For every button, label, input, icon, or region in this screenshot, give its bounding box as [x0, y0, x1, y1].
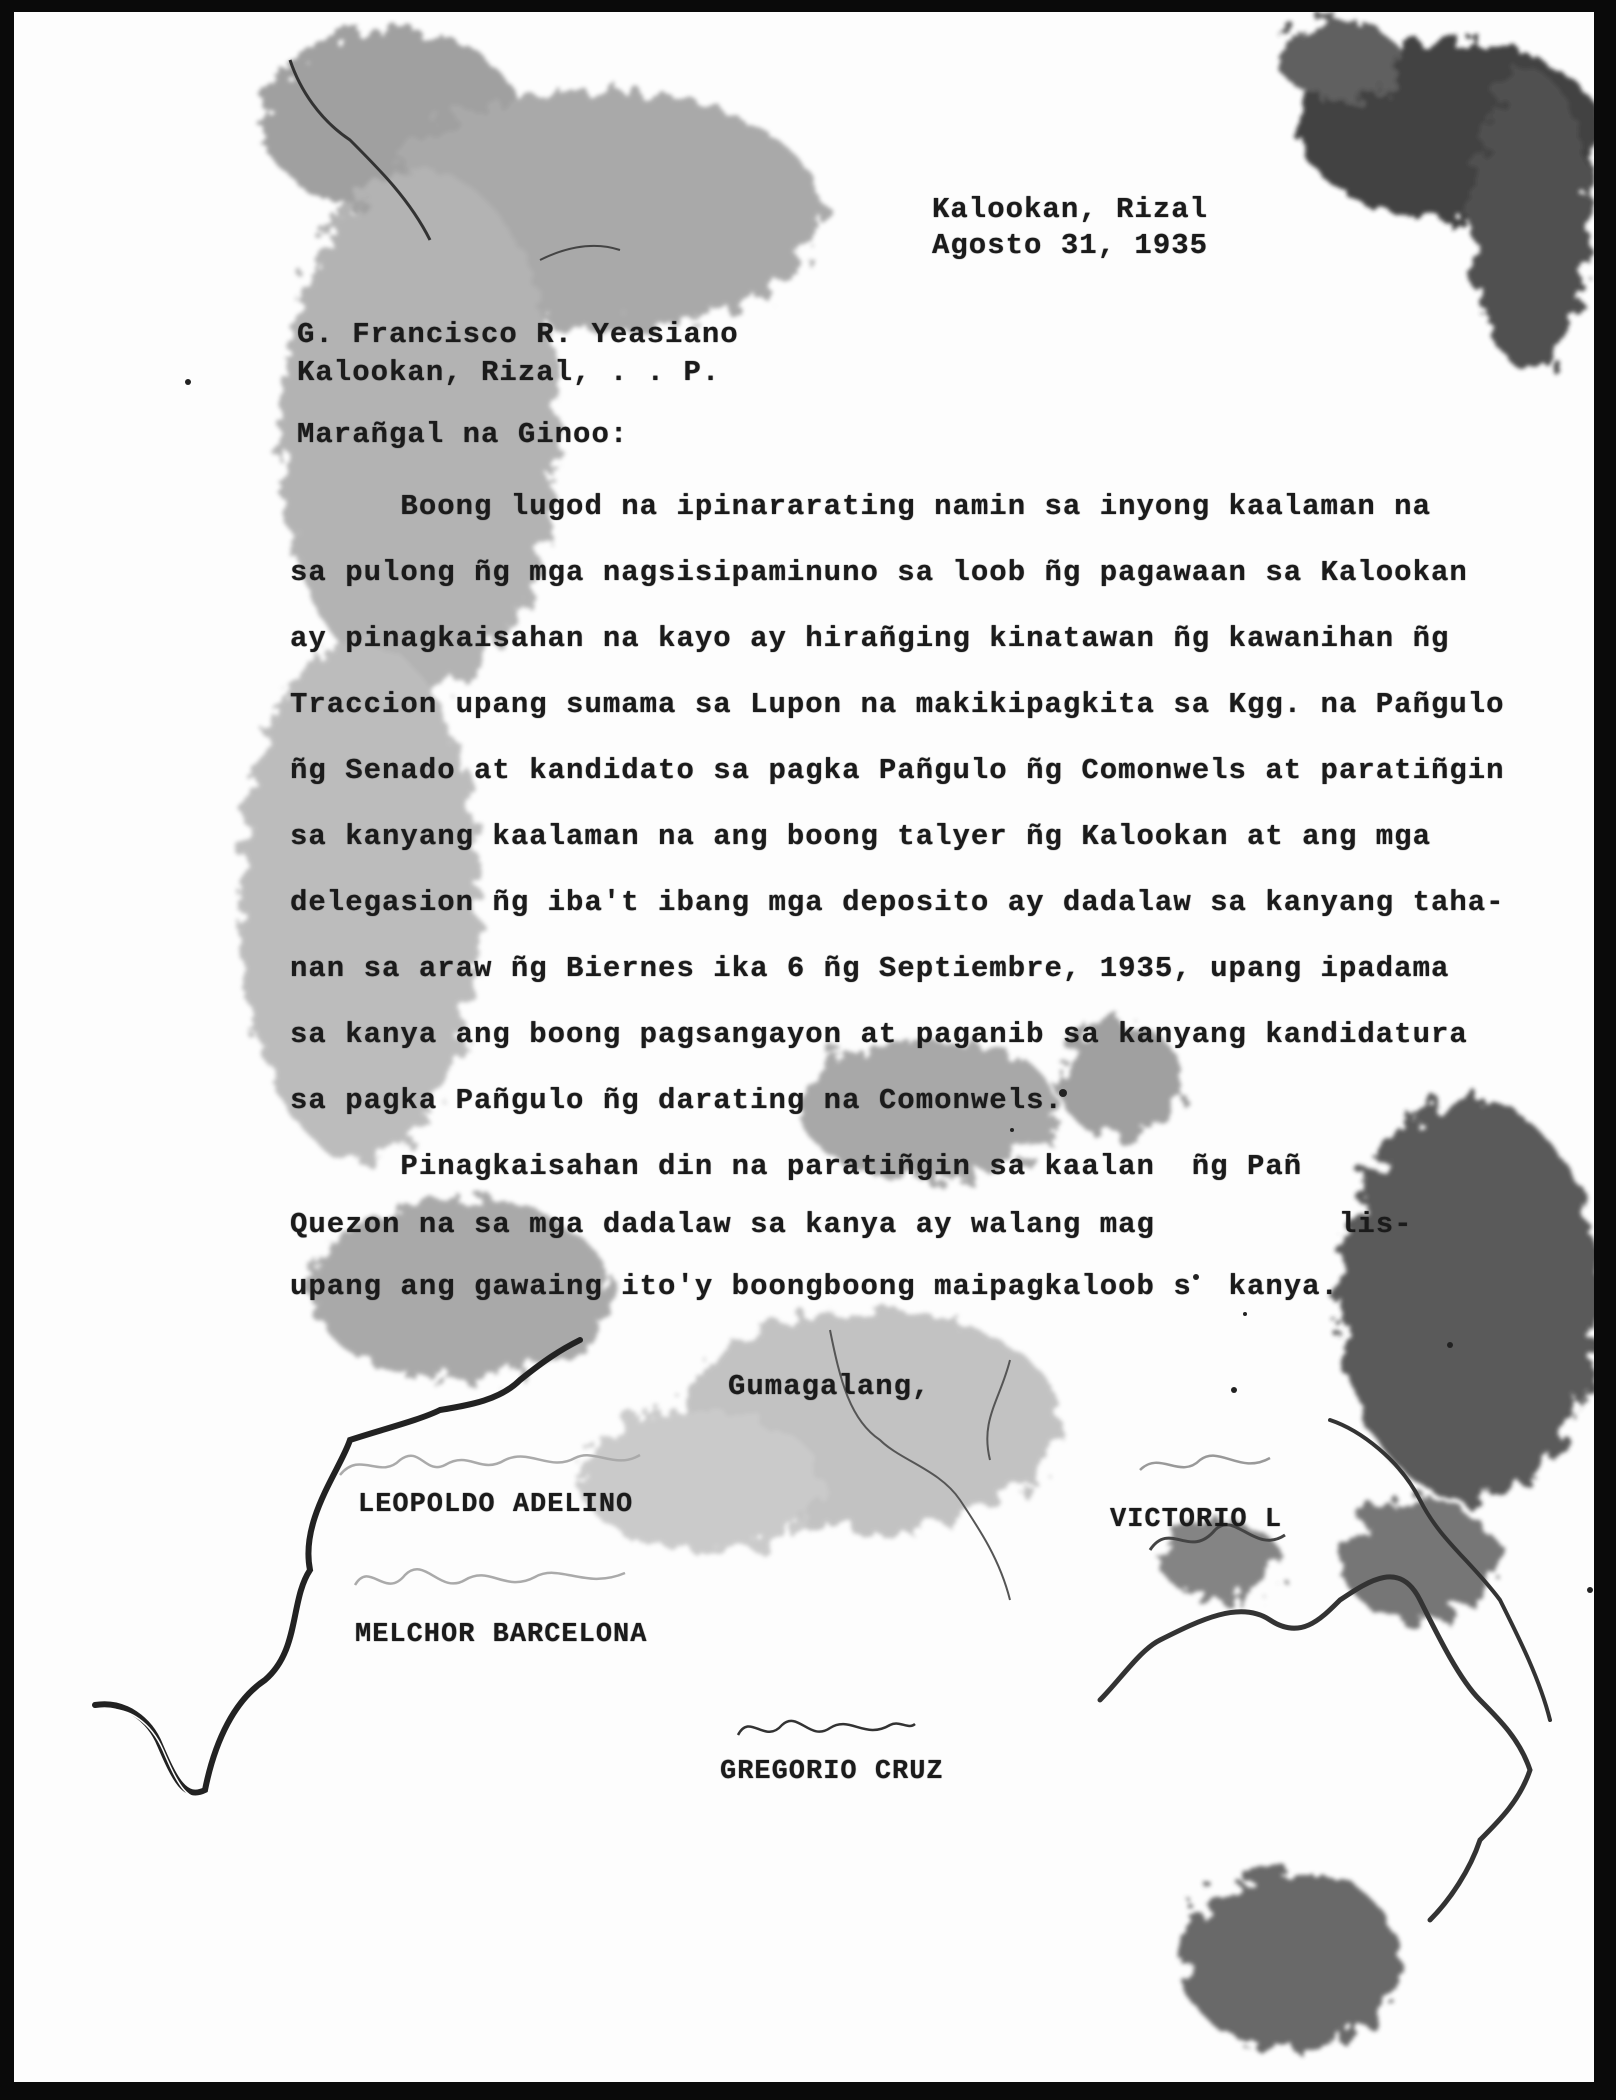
body-line: sa kanyang kaalaman na ang boong talyer ñg Kalookan at ang mga	[290, 820, 1431, 853]
closing: Gumagalang,	[728, 1370, 931, 1403]
body-line: upang ang gawaing ito'y boongboong maipagkaloob s kanya.	[290, 1270, 1339, 1303]
body-line: sa pagka Pañgulo ñg darating na Comonwels.	[290, 1084, 1063, 1117]
letter-place: Kalookan, Rizal	[932, 193, 1209, 226]
body-line: delegasion ñg iba't ibang mga deposito ay dadalaw sa kanyang taha-	[290, 886, 1505, 919]
signatory-name: VICTORIO L	[1110, 1505, 1283, 1535]
body-line: Boong lugod na ipinararating namin sa inyong kaalaman na	[290, 490, 1431, 523]
recipient-name: G. Francisco R. Yeasiano	[297, 318, 739, 351]
film-border-right	[1594, 0, 1616, 2100]
body-line: Pinagkaisahan din na paratiñgin sa kaalan ñg Pañ	[290, 1150, 1303, 1183]
body-line: sa pulong ñg mga nagsisipaminuno sa loob ñg pagawaan sa Kalookan	[290, 556, 1468, 589]
signatory-name: GREGORIO CRUZ	[720, 1757, 944, 1787]
body-line: Traccion upang sumama sa Lupon na makikipagkita sa Kgg. na Pañgulo	[290, 688, 1505, 721]
body-line: sa kanya ang boong pagsangayon at paganib sa kanyang kandidatura	[290, 1018, 1468, 1051]
body-line: nan sa araw ñg Biernes ika 6 ñg Septiembre, 1935, upang ipadama	[290, 952, 1450, 985]
letter-date: Agosto 31, 1935	[932, 229, 1209, 262]
recipient-address: Kalookan, Rizal, . . P.	[297, 356, 721, 389]
body-line: Quezon na sa mga dadalaw sa kanya ay walang mag lis-	[290, 1208, 1413, 1241]
film-border-bottom	[0, 2082, 1616, 2100]
body-line: ñg Senado at kandidato sa pagka Pañgulo ñg Comonwels at paratiñgin	[290, 754, 1505, 787]
signature-scrawl-cruz	[730, 1700, 920, 1760]
film-border-top	[0, 0, 1616, 12]
signatory-name: MELCHOR BARCELONA	[355, 1620, 648, 1650]
salutation: Marañgal na Ginoo:	[297, 418, 629, 451]
body-line: ay pinagkaisahan na kayo ay hirañging kinatawan ñg kawanihan ñg	[290, 622, 1450, 655]
signature-scrawl-barcelona	[345, 1545, 645, 1615]
signatory-name: LEOPOLDO ADELINO	[358, 1490, 634, 1520]
film-border-left	[0, 0, 14, 2100]
